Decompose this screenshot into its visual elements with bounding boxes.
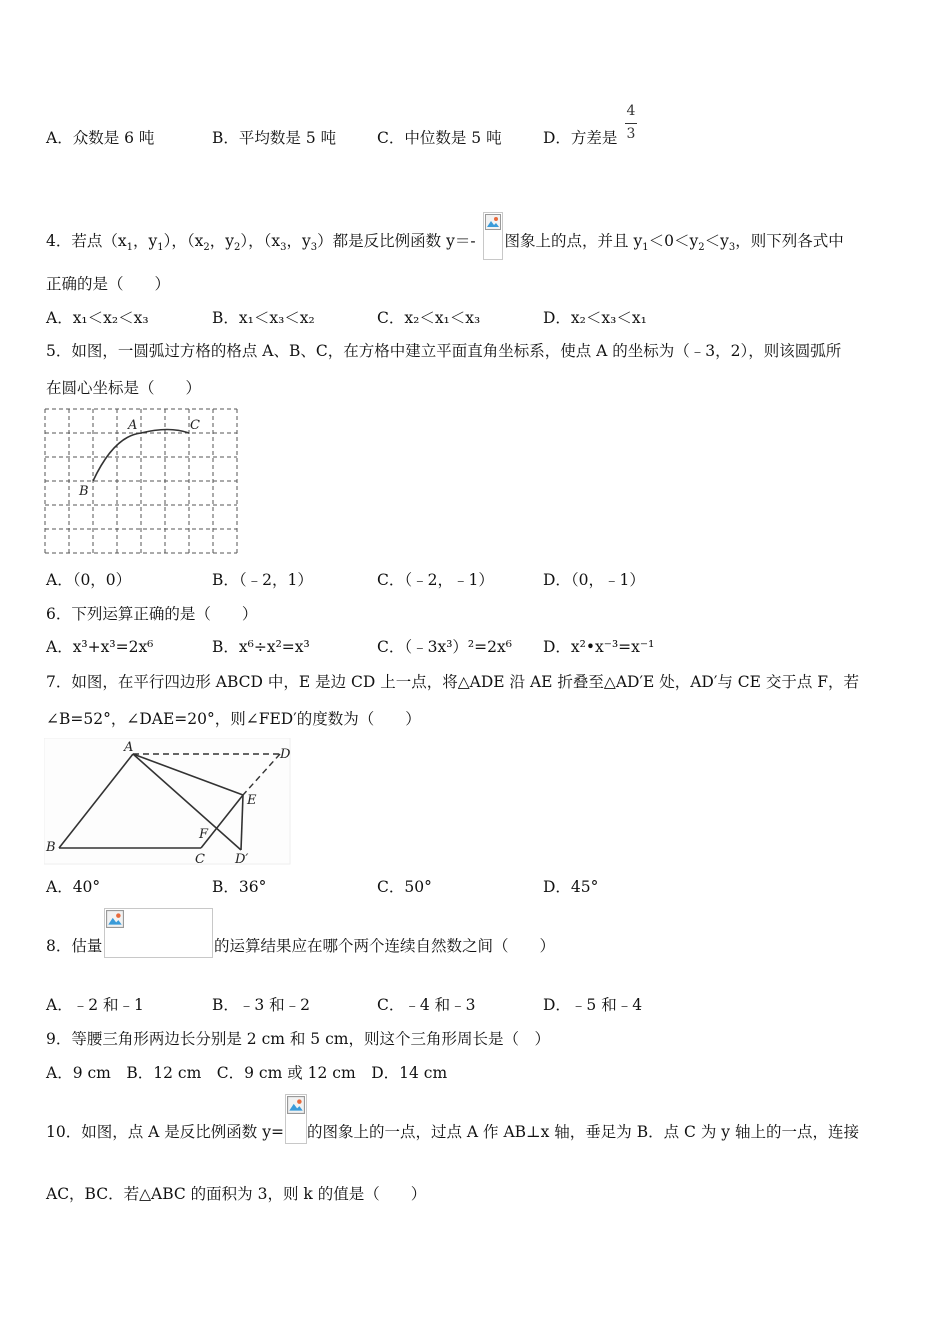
q4-option-a: A．x₁＜x₂＜x₃: [46, 309, 149, 327]
q6-option-d: D．x²•x⁻³=x⁻¹: [543, 638, 655, 656]
formula-image-placeholder: [483, 212, 503, 260]
q7-option-c: C．50°: [377, 878, 432, 896]
q5-option-a: A．（0，0）: [46, 571, 132, 589]
q7-parallelogram-figure: [44, 738, 294, 866]
point-d-prime-label: D′: [235, 852, 249, 866]
q8-option-c: C．﹣4 和﹣3: [377, 996, 476, 1014]
q8-option-d: D．﹣5 和﹣4: [543, 996, 643, 1014]
q9-options: A．9 cm B．12 cm C．9 cm 或 12 cm D．14 cm: [46, 1064, 448, 1082]
q4-option-b: B．x₁＜x₃＜x₂: [212, 309, 315, 327]
q6-option-a: A．x³+x³=2x⁶: [46, 638, 154, 656]
q7-stem: 7．如图，在平行四边形 ABCD 中，E 是边 CD 上一点，将△ADE 沿 AE 折叠至△AD′E 处，AD′与 CE 交于点 F，若: [46, 673, 860, 691]
q5-option-d: D．（0，﹣1）: [543, 571, 645, 589]
point-a-label: A: [128, 418, 138, 433]
q3-option-c: C．中位数是 5 吨: [377, 129, 502, 147]
q10-stem-prefix: 10．如图，点 A 是反比例函数 y=: [46, 1123, 284, 1141]
q4-option-d: D．x₂＜x₃＜x₁: [543, 309, 647, 327]
broken-image-icon: [485, 214, 501, 230]
q5-stem: 5．如图，一圆弧过方格的格点 A、B、C，在方格中建立平面直角坐标系，使点 A 的坐标为（﹣3，2），则该圆弧所: [46, 342, 842, 360]
q4-stem-mid: 图象上的点，并且 y: [504, 232, 643, 250]
q5-option-c: C．（﹣2，﹣1）: [377, 571, 494, 589]
q10-stem-line2: AC，BC．若△ABC 的面积为 3，则 k 的值是（ ）: [46, 1185, 427, 1203]
broken-image-icon: [287, 1096, 305, 1114]
point-b-label: B: [79, 484, 89, 499]
q8-option-b: B．﹣3 和﹣2: [212, 996, 311, 1014]
formula-image-placeholder: [285, 1094, 307, 1144]
grid-lines: [45, 409, 237, 553]
q6-stem: 6．下列运算正确的是（ ）: [46, 605, 258, 623]
point-b-label: B: [46, 840, 56, 855]
q7-option-b: B．36°: [212, 878, 267, 896]
formula-image-placeholder: [104, 908, 213, 958]
q3-d-fraction-denominator: 3: [626, 126, 636, 142]
q4-stem: 4．若点（$x_1$，$y_1$），（$x_2$，$y_2$），（$x_3$，$y_3$）都是反比例函数 y＝- 图象上的点，并且 $y_1<0<y_2<y_3$，则下列各式中: [46, 212, 844, 260]
point-e-label: E: [247, 793, 257, 808]
point-c-label: C: [195, 852, 205, 866]
q4-stem-line2: 正确的是（ ）: [46, 275, 171, 293]
q3-d-fraction-numerator: 4: [626, 103, 636, 119]
q5-option-b: B．（﹣2，1）: [212, 571, 313, 589]
q7-option-d: D．45°: [543, 878, 599, 896]
q8-stem-prefix: 8．估量: [46, 937, 103, 955]
q7-stem-line2: ∠B=52°，∠DAE=20°，则∠FED′的度数为（ ）: [46, 710, 421, 728]
q6-option-c: C．（﹣3x³）²=2x⁶: [377, 638, 512, 656]
point-d-label: D: [280, 747, 291, 762]
q3-option-a: A．众数是 6 吨: [46, 129, 155, 147]
broken-image-icon: [106, 910, 124, 928]
point-c-label: C: [190, 418, 200, 433]
q3-option-b: B．平均数是 5 吨: [212, 129, 337, 147]
q4-stem-start: 4．若点（x: [46, 232, 127, 250]
point-f-label: F: [199, 827, 209, 842]
q5-grid-figure: [44, 408, 239, 555]
q9-stem: 9．等腰三角形两边长分别是 2 cm 和 5 cm，则这个三角形周长是（ ）: [46, 1030, 550, 1048]
q4-option-c: C．x₂＜x₁＜x₃: [377, 309, 481, 327]
q3-option-d: D．方差是: [543, 129, 618, 147]
q10-stem-suffix: 的图象上的一点，过点 A 作 AB⊥x 轴，垂足为 B．点 C 为 y 轴上的一点，连接: [307, 1123, 859, 1141]
fraction-bar: [625, 123, 637, 124]
point-a-label: A: [124, 740, 134, 755]
q6-option-b: B．x⁶÷x²=x³: [212, 638, 310, 656]
q5-stem-line2: 在圆心坐标是（ ）: [46, 379, 202, 397]
q8-option-a: A．﹣2 和﹣1: [46, 996, 144, 1014]
q7-option-a: A．40°: [46, 878, 101, 896]
q8-stem-suffix: 的运算结果应在哪个两个连续自然数之间（ ）: [214, 937, 556, 955]
